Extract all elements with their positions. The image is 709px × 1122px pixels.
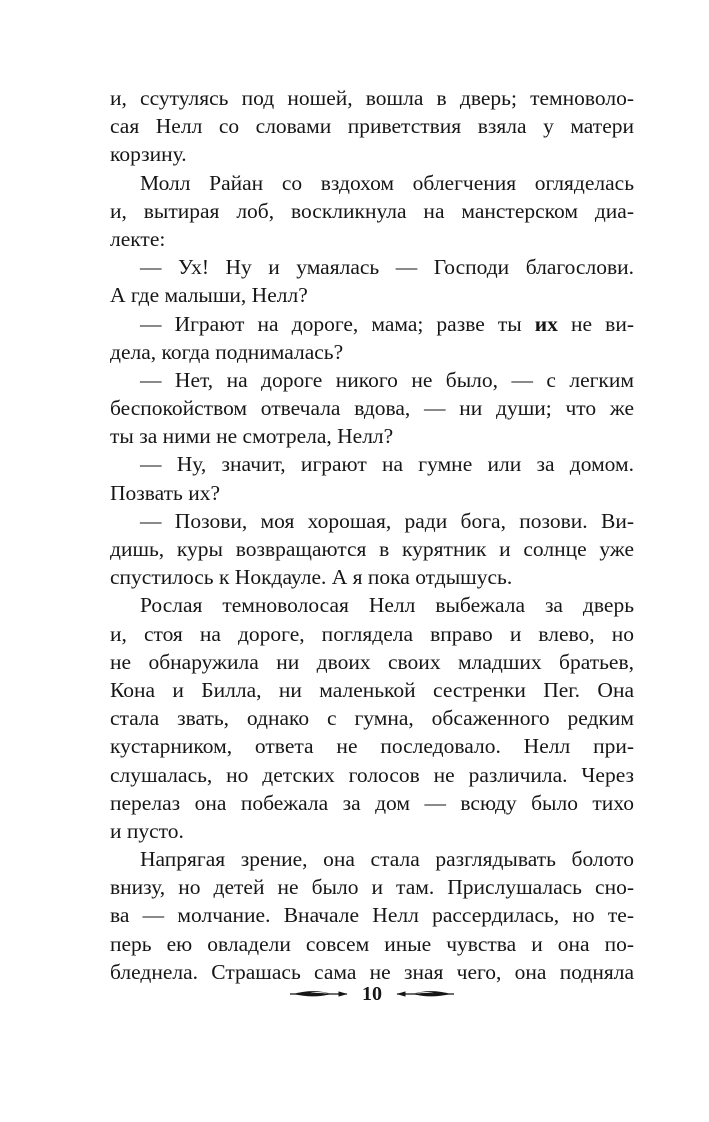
right-flourish-icon — [396, 988, 454, 1000]
text-line: ва — молчание. Вначале Нелл рассердилась, но те- — [110, 903, 634, 928]
text-line: — Ух! Ну и умаялась — Господи благослови. — [140, 255, 634, 280]
text-line: ты за ними не смотрела, Нелл? — [110, 424, 394, 449]
text-line: дишь, куры возвращаются в курятник и солнце уже — [110, 537, 634, 561]
text-line: спустилось к Нокдауле. А я пока отдышусь. — [110, 565, 513, 590]
text-line: кустарником, ответа не последовало. Нелл при- — [110, 734, 634, 759]
text-line: внизу, но детей не было и там. Прислушалась сно- — [110, 875, 634, 900]
page-footer — [110, 982, 634, 1006]
text-line: корзину. — [110, 142, 187, 167]
text-line: и пусто. — [110, 818, 184, 843]
text-line: Напрягая зрение, она стала разглядывать болото — [140, 847, 634, 872]
text-line: стала звать, однако с гумна, обсаженного редким — [110, 706, 634, 731]
text-line: сая Нелл со словами приветствия взяла у матери — [110, 114, 634, 139]
text-line: и, стоя на дороге, поглядела вправо и влево, но — [110, 621, 634, 646]
text-line: перелаз она побежала за дом — всюду было тихо — [110, 790, 634, 815]
text-line: Рослая темноволосая Нелл выбежала за дверь — [140, 593, 634, 618]
text-line: и, ссутулясь под ношей, вошла в дверь; темноволо- — [110, 86, 634, 110]
text-line: лекте: — [110, 226, 166, 251]
text-line: не обнаружила ни двоих своих младших братьев, — [110, 649, 634, 674]
text-line: бледнела. Страшась сама не зная чего, она подняла — [110, 959, 634, 984]
text-line: — Играют на дороге, мама; разве ты их не ви- — [140, 311, 634, 336]
text-line: дела, когда поднималась? — [110, 339, 344, 364]
text-line: Кона и Билла, ни маленькой сестренки Пег. Она — [110, 677, 634, 702]
text-line: А где малыши, Нелл? — [110, 283, 308, 308]
text-line: Позвать их? — [110, 480, 220, 505]
left-flourish-icon — [290, 988, 348, 1000]
text-line: — Нет, на дороге никого не было, — с легким — [140, 367, 634, 392]
text-line: слушалась, но детских голосов не различила. Через — [110, 762, 634, 787]
text-line: — Позови, моя хорошая, ради бога, позови. Ви- — [140, 508, 634, 533]
text-body — [110, 84, 634, 986]
text-line: беспокойством отвечала вдова, — ни души; что же — [110, 396, 634, 421]
text-line: — Ну, значит, играют на гумне или за домом. — [140, 452, 634, 477]
text-line: и, вытирая лоб, воскликнула на манстерском диа- — [110, 198, 634, 223]
text-line: Молл Райан со вздохом облегчения огляделась — [140, 170, 634, 195]
page-number: 10 — [362, 983, 382, 1005]
text-line: перь ею овладели совсем иные чувства и она по- — [110, 931, 634, 956]
